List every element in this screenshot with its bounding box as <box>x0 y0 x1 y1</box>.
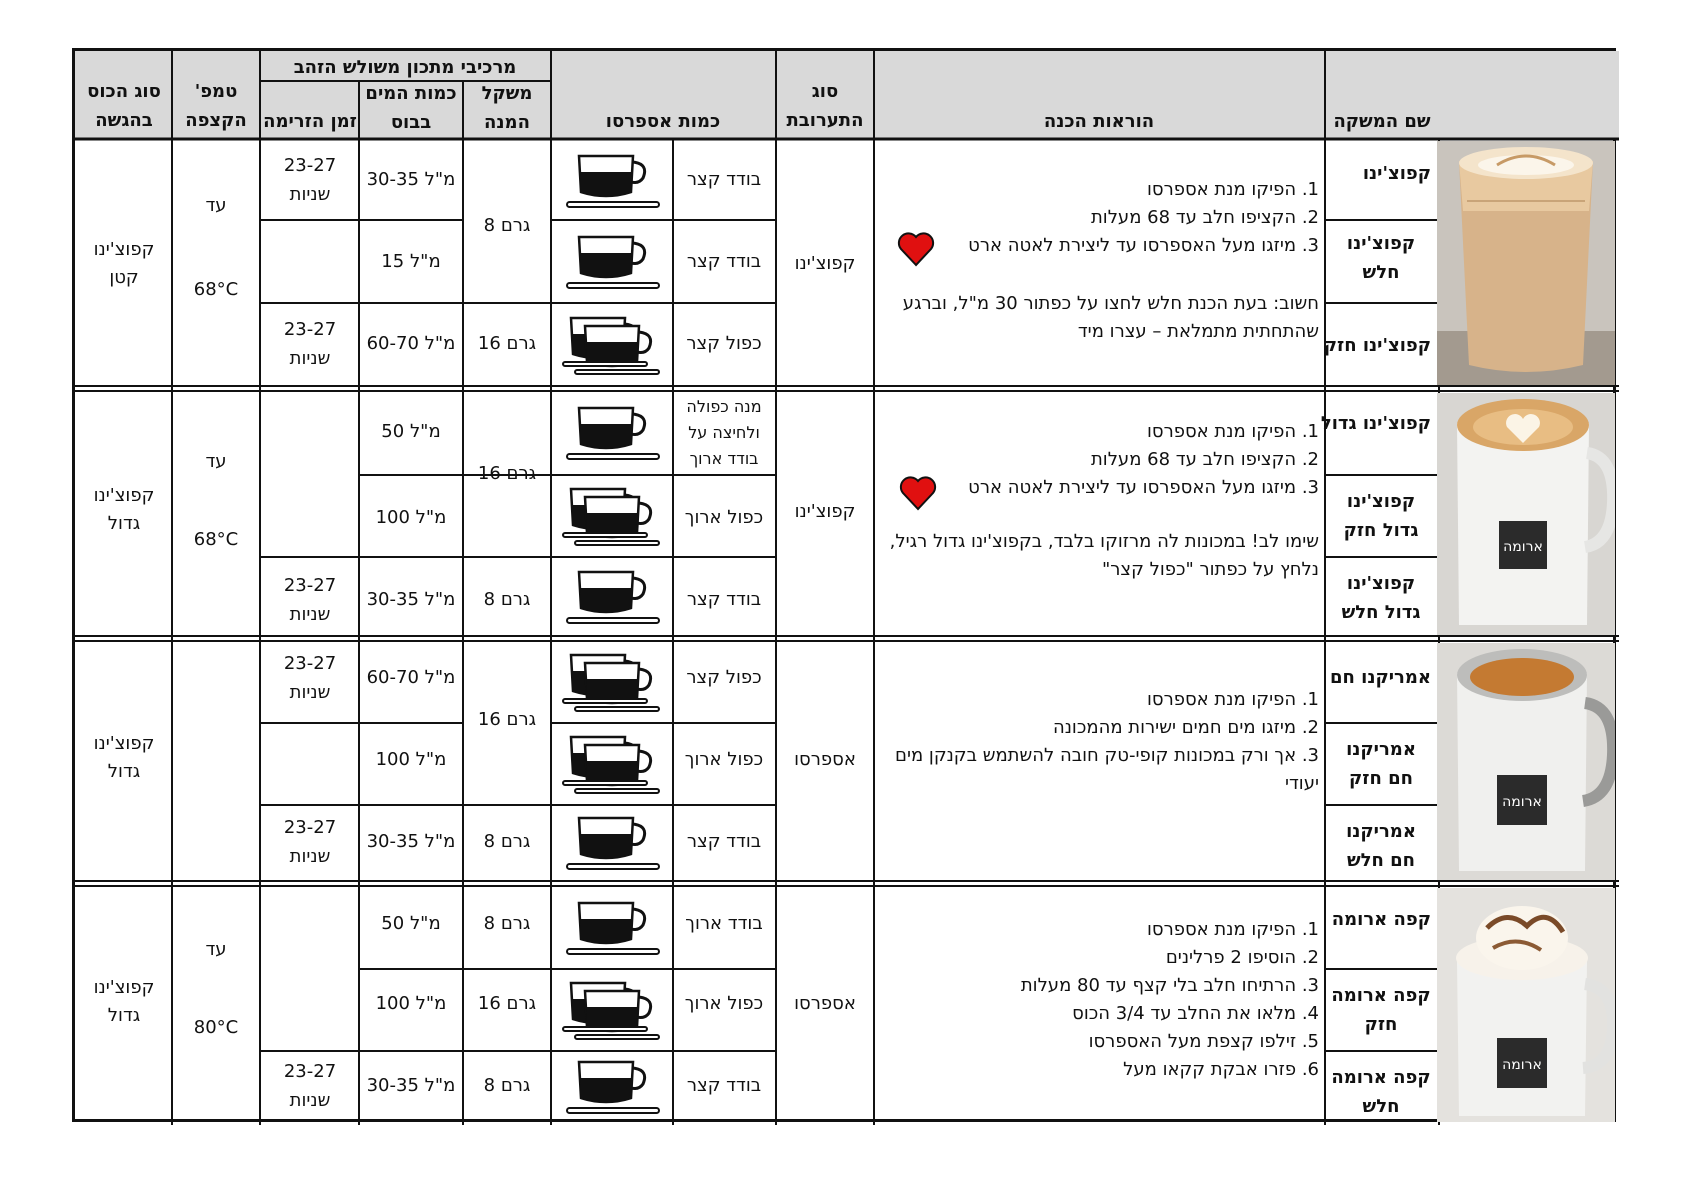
instruction-line: 5. זילפו קצפת מעל האספרסו <box>1088 1031 1319 1052</box>
svg-text:ארומה: ארומה <box>1502 1057 1542 1073</box>
single-cup-icon <box>559 893 663 963</box>
dose-weight: 8 גרם <box>483 589 531 610</box>
instruction-line: 3. אך ורק במכונות קופי-טק חובה להשתמש בקנקן מים <box>895 745 1319 766</box>
espresso-amount: כפול ארוך <box>684 993 764 1014</box>
instruction-line: 3. מיזגו מעל האספרסו עד ליצירת לאטה ארט <box>968 235 1319 256</box>
cup-type: גדול <box>107 761 141 782</box>
note-line: שימו לב! במכונות לה מרזוקו בלבד, בקפוצ'ינו גדול רגיל, <box>889 531 1319 552</box>
froth-temp: עד <box>205 195 227 216</box>
drink-name: אמריקנו חם <box>1329 667 1431 688</box>
instruction-line: 2. הוסיפו 2 פרלינים <box>1165 947 1319 968</box>
dose-weight: 16 גרם <box>477 463 537 484</box>
note-line: שהתחתית מתמלאת – עצרו מיד <box>1077 321 1319 342</box>
mix-type: קפוצ'ינו <box>794 501 856 522</box>
water-amount: 30-35 מ"ל <box>366 1075 456 1096</box>
svg-text:ארומה: ארומה <box>1502 794 1542 810</box>
dose-weight: 8 גרם <box>483 215 531 236</box>
double-cup-icon <box>559 975 663 1045</box>
single-cup-icon <box>559 398 663 468</box>
instruction-line: 3. הרתיחו חלב בלי קצף עד 80 מעלות <box>1020 975 1319 996</box>
aroma-mug-heart-image <box>1437 393 1615 635</box>
dose-weight: 8 גרם <box>483 913 531 934</box>
froth-temp: 68°C <box>193 279 239 300</box>
espresso-amount: כפול קצר <box>686 667 762 688</box>
froth-temp: 80°C <box>193 1017 239 1038</box>
instruction-line: 2. הקציפו חלב עד 68 מעלות <box>1090 449 1319 470</box>
water-amount: 30-35 מ"ל <box>366 831 456 852</box>
water-amount: 100 מ"ל <box>375 993 447 1014</box>
dose-weight: 8 גרם <box>483 1075 531 1096</box>
water-amount: 50 מ"ל <box>381 421 441 442</box>
dose-weight: 8 גרם <box>483 831 531 852</box>
cup-type: גדול <box>107 1005 141 1026</box>
double-cup-icon <box>559 729 663 799</box>
drink-name: קפוצ'ינו <box>1362 163 1431 184</box>
water-amount: 30-35 מ"ל <box>366 589 456 610</box>
note-line: נלחץ על כפתור "כפול קצר" <box>1101 559 1319 580</box>
drink-name: קפוצ'ינו גדול <box>1320 413 1431 434</box>
brew-time: 23-27 שניות <box>283 155 337 205</box>
espresso-amount: בודד קצר <box>686 589 762 610</box>
header-cup-type: סוג הכוס בהגשה <box>87 81 161 131</box>
drink-name: אמריקנו חם חזק <box>1346 739 1416 789</box>
single-cup-icon <box>559 146 663 216</box>
espresso-amount: כפול ארוך <box>684 507 764 528</box>
dose-weight: 16 גרם <box>477 709 537 730</box>
single-cup-icon <box>559 562 663 632</box>
svg-text:ארומה: ארומה <box>1503 539 1543 555</box>
brew-time: 23-27 שניות <box>283 817 337 867</box>
brew-time: 23-27 שניות <box>283 575 337 625</box>
double-cup-icon <box>559 647 663 717</box>
drink-name: קפה ארומה חזק <box>1331 985 1431 1035</box>
single-cup-icon <box>559 808 663 878</box>
header-brew-time: זמן הזרימה <box>263 111 357 132</box>
drink-name: קפה ארומה <box>1331 909 1431 930</box>
cup-type: קפוצ'ינו <box>93 733 155 754</box>
header-mix-type: סוג התערובת <box>786 81 864 131</box>
header-golden-triangle: מרכיבי מתכון משולש הזהב <box>293 57 517 78</box>
espresso-amount: בודד קצר <box>686 251 762 272</box>
espresso-amount: כפול קצר <box>686 333 762 354</box>
instruction-line: 1. הפיקו מנת אספרסו <box>1146 919 1319 940</box>
espresso-amount: כפול ארוך <box>684 749 764 770</box>
drink-name: קפוצ'ינו גדול חזק <box>1343 491 1419 541</box>
cup-type: קפוצ'ינו <box>93 485 155 506</box>
heart-icon <box>899 475 937 511</box>
double-cup-icon <box>559 310 663 380</box>
instruction-line: 2. מיזגו מים חמים ישירות מהמכונה <box>1052 717 1319 738</box>
note-line: חשוב: בעת הכנת חלש לחצו על כפתור 30 מ"ל, וברגע <box>902 293 1319 314</box>
water-amount: 60-70 מ"ל <box>366 667 456 688</box>
instruction-line: 1. הפיקו מנת אספרסו <box>1146 689 1319 710</box>
cup-type: גדול <box>107 513 141 534</box>
drink-name: קפוצ'ינו חזק <box>1323 335 1431 356</box>
header-froth-temp: טמפ' הקצפה <box>185 81 247 131</box>
water-amount: 100 מ"ל <box>375 507 447 528</box>
mix-type: קפוצ'ינו <box>794 253 856 274</box>
aroma-mug-whipped-image <box>1437 888 1615 1122</box>
drink-name: קפוצ'ינו גדול חלש <box>1341 573 1421 623</box>
cup-type: קפוצ'ינו <box>93 977 155 998</box>
header-water-amount: כמות המים בבוס <box>365 83 457 133</box>
espresso-amount: בודד קצר <box>686 169 762 190</box>
water-amount: 15 מ"ל <box>381 251 441 272</box>
froth-temp: עד <box>205 939 227 960</box>
brew-time: 23-27 שניות <box>283 653 337 703</box>
froth-temp: עד <box>205 451 227 472</box>
header-espresso-amount: כמות אספרסו <box>605 111 721 132</box>
drink-name: קפה ארומה חלש <box>1331 1067 1431 1117</box>
dose-weight: 16 גרם <box>477 333 537 354</box>
mix-type: אספרסו <box>794 993 856 1014</box>
instruction-line: יעודי <box>1284 773 1319 794</box>
header-dose-weight: משקל המנה <box>481 83 533 133</box>
instruction-line: 3. מיזגו מעל האספרסו עד ליצירת לאטה ארט <box>968 477 1319 498</box>
brew-time: 23-27 שניות <box>283 1061 337 1111</box>
cup-type: קטן <box>109 267 139 288</box>
water-amount: 60-70 מ"ל <box>366 333 456 354</box>
heart-icon <box>897 231 935 267</box>
instruction-line: 4. מלאו את החלב עד 3/4 הכוס <box>1072 1003 1319 1024</box>
espresso-amount: מנה כפולה ולחיצה על בודד ארוך <box>686 397 762 468</box>
header-drink-name: שם המשקה <box>1333 111 1431 132</box>
cup-type: קפוצ'ינו <box>93 239 155 260</box>
single-cup-icon <box>559 227 663 297</box>
instruction-line: 1. הפיקו מנת אספרסו <box>1146 421 1319 442</box>
drink-name: אמריקנו חם חלש <box>1346 821 1416 871</box>
drink-name: קפוצ'ינו חלש <box>1346 233 1416 283</box>
water-amount: 100 מ"ל <box>375 749 447 770</box>
froth-temp: 68°C <box>193 529 239 550</box>
recipe-table <box>72 48 1616 1122</box>
water-amount: 50 מ"ל <box>381 913 441 934</box>
single-cup-icon <box>559 1052 663 1122</box>
instruction-line: 2. הקציפו חלב עד 68 מעלות <box>1090 207 1319 228</box>
mix-type: אספרסו <box>794 749 856 770</box>
instruction-line: 6. פזרו אבקת קקאו מעל <box>1123 1059 1319 1080</box>
espresso-amount: בודד קצר <box>686 1075 762 1096</box>
instruction-line: 1. הפיקו מנת אספרסו <box>1146 179 1319 200</box>
double-cup-icon <box>559 481 663 551</box>
header-instructions: הוראות הכנה <box>1043 111 1155 132</box>
brew-time: 23-27 שניות <box>283 319 337 369</box>
latte-glass-image <box>1437 141 1615 385</box>
water-amount: 30-35 מ"ל <box>366 169 456 190</box>
aroma-mug-americano-image <box>1437 643 1615 880</box>
espresso-amount: בודד קצר <box>686 831 762 852</box>
espresso-amount: בודד ארוך <box>685 913 763 934</box>
dose-weight: 16 גרם <box>477 993 537 1014</box>
